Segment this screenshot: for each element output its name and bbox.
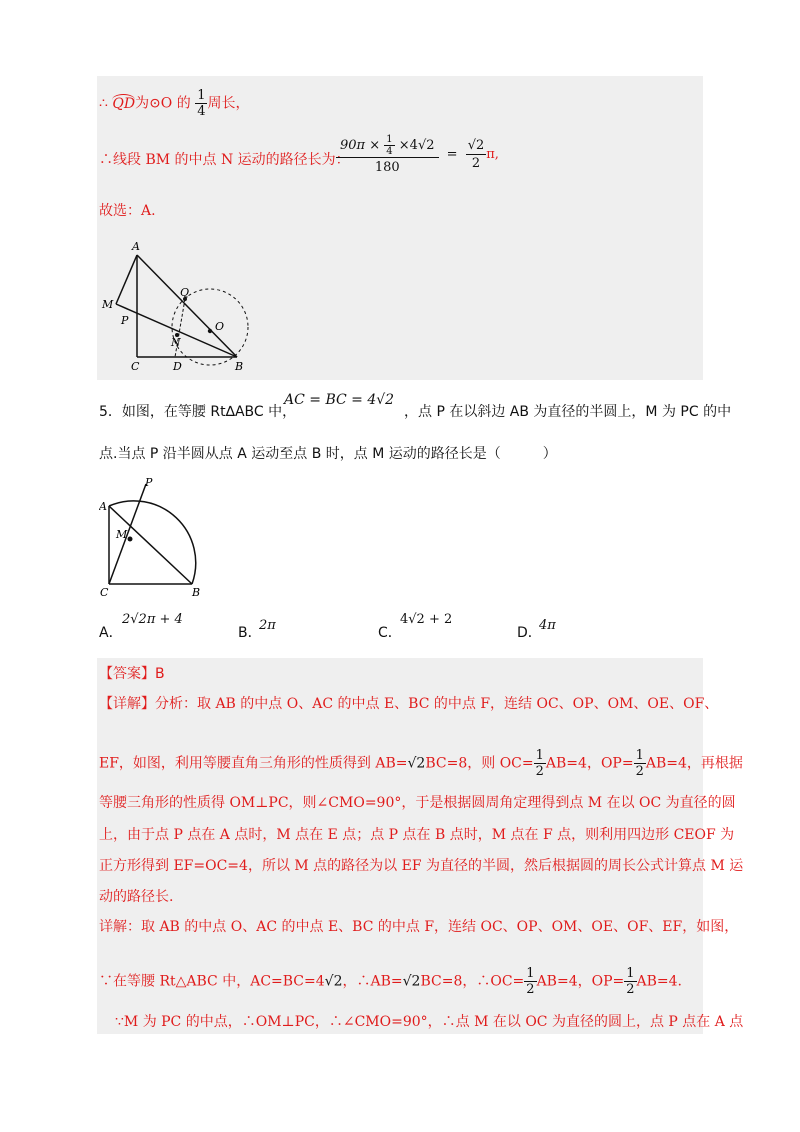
label-c: C bbox=[131, 360, 140, 373]
option-b-value: 2π bbox=[259, 618, 276, 633]
option-c-value: 4√2 + 2 bbox=[400, 612, 453, 627]
segment-ab bbox=[109, 506, 192, 584]
detail-line-1: 【详解】分析：取 AB 的中点 O、AC 的中点 E、BC 的中点 F，连结 OC、OP、OM、OE、OF、 bbox=[99, 696, 719, 712]
point-m bbox=[128, 537, 133, 542]
segment-am bbox=[116, 255, 137, 304]
detail-line-7: 详解：取 AB 的中点 O、AC 的中点 E、BC 的中点 F，连结 OC、OP、OM、OE、OF、EF，如图， bbox=[99, 919, 739, 935]
label-m: M bbox=[116, 528, 128, 541]
label-o: O bbox=[215, 320, 225, 333]
detail-line-5: 正方形得到 EF=OC=4，所以 M 点的路径为以 EF 为直径的半圆，然后根据圆的周长公式计算点 M 运 bbox=[99, 858, 744, 874]
arc-qd: QD bbox=[112, 95, 136, 112]
question-5-line-1: 5．如图，在等腰 Rt∆ABC 中， bbox=[99, 404, 297, 420]
answer-tag: 【答案】 bbox=[99, 666, 155, 682]
detail-line-9: ∵M 为 PC 的中点，∴OM⊥PC，∴∠CMO=90°，∴点 M 在以 OC 为直径的圆上，点 P 点在 A 点 bbox=[115, 1014, 744, 1030]
option-b[interactable]: B． bbox=[238, 625, 262, 641]
path-length-formula: 90π × $\frac{1}{4}$ ×4√2 180 = $\frac{√2}{2}$ π, bbox=[336, 134, 499, 175]
detail-line-8: ∵在等腰 Rt△ABC 中，AC=BC=4√2，∴AB=√2BC=8，∴OC= $\frac{1}{2}$ AB=4，OP= $\frac{1}{2}$ AB=4. bbox=[99, 966, 683, 997]
option-a-value: 2√2π + 4 bbox=[122, 612, 183, 627]
dashed-circle-o bbox=[172, 289, 248, 365]
detail-tag: 【详解】 bbox=[99, 696, 155, 712]
detail-line-4: 上，由于点 P 点在 A 点时，M 点在 E 点；点 P 点在 B 点时，M 点在 F 点，则利用四边形 CEOF 为 bbox=[99, 827, 735, 843]
solution-line-1 bbox=[99, 88, 249, 119]
point-o bbox=[208, 329, 212, 333]
perimeter-text: 周长， bbox=[207, 95, 250, 112]
answer-value: B bbox=[155, 666, 165, 682]
option-d[interactable]: D． bbox=[517, 625, 542, 641]
label-p: P bbox=[145, 476, 153, 489]
answer-line bbox=[99, 664, 165, 684]
option-d-value: 4π bbox=[539, 618, 556, 633]
label-n: N bbox=[171, 336, 181, 349]
solution-line-3: 故选：A. bbox=[99, 203, 156, 219]
label-a: A bbox=[132, 240, 140, 253]
label-a: A bbox=[99, 500, 107, 513]
detail-line-6: 动的路径长. bbox=[99, 889, 174, 905]
circle-o-text: 为⊙O 的 bbox=[135, 95, 191, 112]
therefore-symbol: ∴ bbox=[99, 95, 108, 112]
quarter-fraction: $\frac{1}{4}$ bbox=[197, 88, 206, 119]
path-length-text: ∴线段 BM 的中点 N 运动的路径长为： bbox=[99, 152, 350, 168]
option-c[interactable]: C． bbox=[378, 625, 402, 641]
segment-cp bbox=[109, 484, 146, 584]
detail-line-2: EF，如图，利用等腰直角三角形的性质得到 AB=√2BC=8，则 OC= $\frac{1}{2}$ AB=4，OP= $\frac{1}{2}$ AB=4，再根据 bbox=[99, 748, 743, 779]
label-c: C bbox=[100, 586, 109, 598]
figure-2-diagram bbox=[99, 476, 229, 598]
label-m: M bbox=[102, 298, 114, 311]
detail-line-3: 等腰三角形的性质得 OM⊥PC，则∠CMO=90°，于是根据圆周角定理得到点 M 在以 OC 为直径的圆 bbox=[99, 795, 736, 811]
label-b: B bbox=[235, 360, 244, 373]
solution-line-2 bbox=[99, 150, 350, 170]
label-d: D bbox=[173, 360, 182, 373]
label-p: P bbox=[121, 314, 129, 327]
segment-ab bbox=[137, 255, 237, 357]
option-a[interactable]: A． bbox=[99, 625, 123, 641]
label-q: Q bbox=[180, 286, 190, 299]
question-5-line-2: 点.当点 P 沿半圆从点 A 运动至点 B 时，点 M 运动的路径长是（ ） bbox=[99, 446, 557, 462]
question-5-line-1-end: ，点 P 在以斜边 AB 为直径的半圆上，M 为 PC 的中 bbox=[404, 404, 732, 420]
question-5-formula: AC = BC = 4√2 bbox=[284, 392, 395, 408]
label-b: B bbox=[192, 586, 201, 598]
semicircle-arc bbox=[109, 501, 196, 584]
figure-1-diagram bbox=[99, 236, 249, 376]
